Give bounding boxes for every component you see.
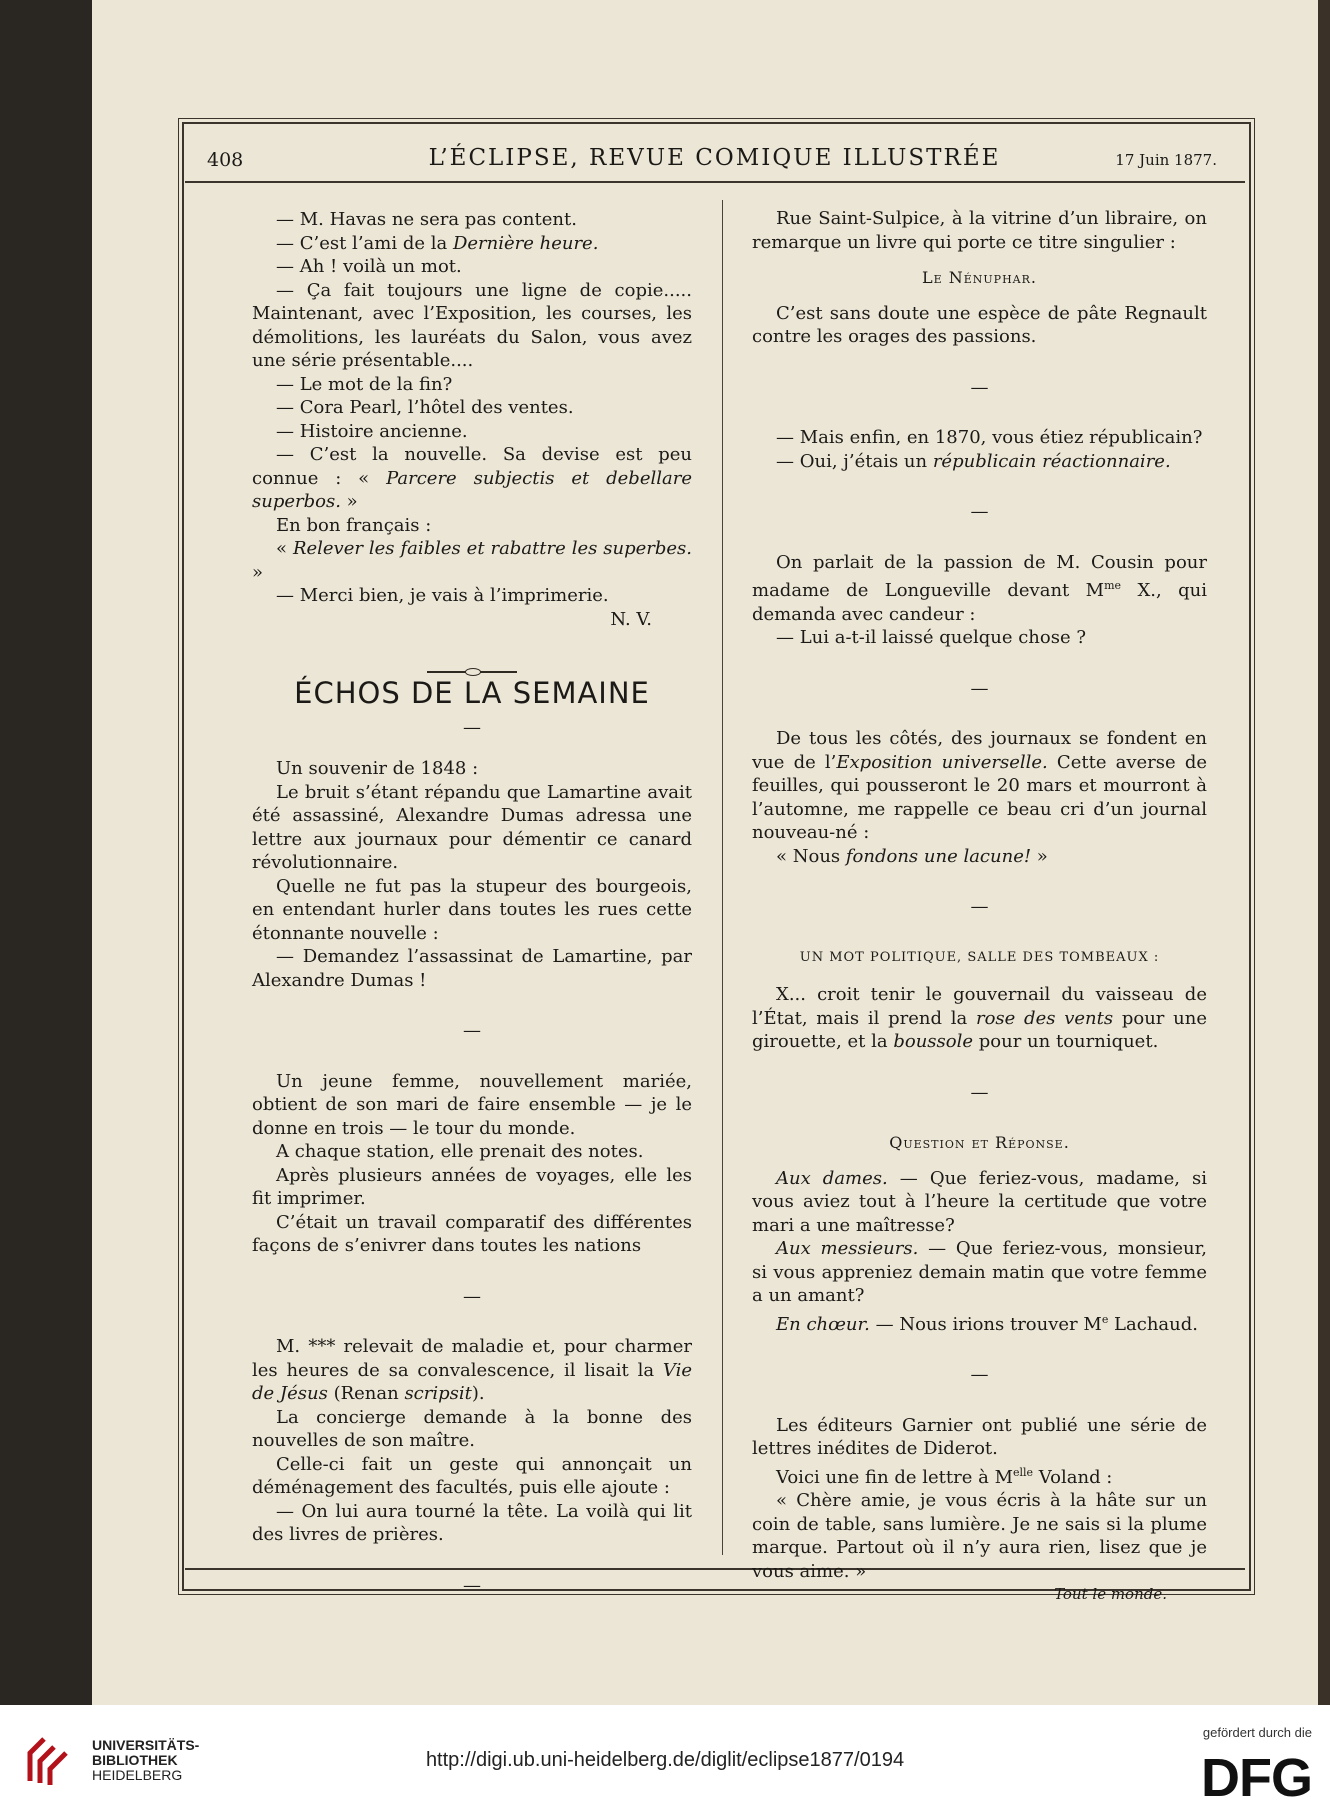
permalink-url[interactable]: http://digi.ub.uni-heidelberg.de/diglit/eclipse1877/0194 (425, 1749, 905, 1771)
paragraph: — Histoire ancienne. (276, 420, 468, 442)
paragraph: Les éditeurs Garnier ont publié une série de lettres inédites de Diderot. (752, 1414, 1207, 1459)
page-number: 408 (207, 149, 244, 171)
dash-divider: — (970, 501, 989, 522)
paragraph: Après plusieurs années de voyages, elle les fit imprimer. (252, 1164, 692, 1209)
section-title: ÉCHOS DE LA SEMAINE (294, 676, 650, 710)
right-column (752, 207, 1207, 1607)
funding-note: gefördert durch die (1202, 1725, 1312, 1740)
dash-divider: — (970, 376, 989, 398)
item-title: Le Nénuphar. (922, 268, 1037, 287)
page-edge (1318, 0, 1330, 1705)
paragraph: — Demandez l’assassinat de Lamartine, par Alexandre Dumas ! (252, 946, 692, 991)
paragraph: — Mais enfin, en 1870, vous étiez républicain? (776, 427, 1203, 448)
paragraph: De tous les côtés, des journaux se fondent en vue de l’Exposition universelle. Cette averse de feuilles, qui pousseront le 20 mars et mourront à l’automne, me rappelle ce beau cri d’un journal nouveau-né : (752, 728, 1208, 843)
dash-divider: — (970, 677, 989, 699)
paragraph: Quelle ne fut pas la stupeur des bourgeois, en entendant hurler dans toutes les rues cette étonnante nouvelle : (252, 875, 692, 944)
paragraph: Un jeune femme, nouvellement mariée, obtient de son mari de faire ensemble — je le donne en trois — le tour du monde. (252, 1070, 692, 1139)
column-divider (722, 200, 723, 1555)
paragraph: Aux messieurs. — Que feriez-vous, monsieur, si vous appreniez demain matin que votre femme a un amant? (752, 1238, 1207, 1306)
header-rule (185, 181, 1245, 183)
item-title: UN MOT POLITIQUE, SALLE DES TOMBEAUX : (799, 949, 1160, 965)
item-title: Question et Réponse. (889, 1133, 1070, 1152)
paragraph: Voici une fin de lettre à $M^{elle}$ Voland : (776, 1465, 1113, 1488)
paragraph: Celle-ci fait un geste qui annonçait un déménagement des facultés, puis elle ajoute : (252, 1453, 692, 1498)
dash-divider: — (970, 1364, 989, 1385)
paragraph: — Oui, j’étais un républicain réactionnaire. (776, 450, 1171, 472)
paragraph: En bon français : (276, 514, 432, 536)
dash-divider: — (463, 1020, 481, 1041)
paragraph: « Relever les faibles et rabattre les superbes. » (252, 538, 693, 583)
paragraph: — On lui aura tourné la tête. La voilà qui lit des livres de prières. (252, 1500, 692, 1545)
ornament-divider (252, 656, 692, 666)
paragraph: « Nous fondons une lacune! » (776, 845, 1048, 867)
library-name: UNIVERSITÄTS- BIBLIOTHEK HEIDELBERG (92, 1737, 200, 1783)
paragraph: En chœur. — Nous irions trouver Me Lachaud. (776, 1312, 1198, 1335)
issue-date: 17 Juin 1877. (1115, 151, 1217, 169)
paragraph: M. *** relevait de maladie et, pour charmer les heures de sa convalescence, il lisait la Vie de Jésus (Renan scripsit). (252, 1336, 692, 1404)
paragraph: — Ça fait toujours une ligne de copie..... Maintenant, avec l’Exposition, les courses, les démolitions, les lauréats du Salon, vous avez une série présentable.... (252, 279, 692, 371)
left-column (252, 208, 692, 1624)
paragraph: — Le mot de la fin? (276, 373, 453, 395)
paragraph: X... croit tenir le gouvernail du vaisseau de l’État, mais il prend la rose des vents pour une girouette, et la boussole pour un tourniquet. (752, 984, 1207, 1052)
signature: Tout le monde. (1054, 1585, 1167, 1603)
paragraph: Rue Saint-Sulpice, à la vitrine d’un libraire, on remarque un livre qui porte ce titre singulier : (752, 208, 1207, 253)
dash-divider: — (463, 1285, 481, 1307)
paragraph: Un souvenir de 1848 : (276, 758, 479, 779)
paragraph: — M. Havas ne sera pas content. (276, 209, 577, 230)
dash-divider: — (970, 896, 989, 917)
dfg-logo: DFG (1201, 1748, 1312, 1808)
viewer-footer (0, 1705, 1330, 1819)
paragraph: A chaque station, elle prenait des notes. (276, 1141, 644, 1162)
journal-title: L’ÉCLIPSE, REVUE COMIQUE ILLUSTRÉE (428, 145, 1001, 171)
dash-divider: — (970, 1081, 989, 1103)
signature: N. V. (610, 608, 652, 630)
dash-divider: — (463, 716, 481, 738)
paragraph: — Lui a-t-il laissé quelque chose ? (776, 627, 1086, 648)
paragraph: — Cora Pearl, l’hôtel des ventes. (276, 397, 574, 418)
paragraph: Aux dames. — Que feriez-vous, madame, si vous aviez tout à l’heure la certitude que votre mari a une maîtresse? (752, 1167, 1207, 1236)
paragraph: C’est sans doute une espèce de pâte Regnault contre les orages des passions. (752, 302, 1207, 347)
paragraph: — C’est l’ami de la Dernière heure. (276, 232, 599, 254)
paragraph: C’était un travail comparatif des différentes façons de s’enivrer dans toutes les nations (252, 1211, 692, 1256)
paragraph: La concierge demande à la bonne des nouvelles de son maître. (252, 1406, 692, 1451)
paragraph: — Ah ! voilà un mot. (276, 256, 462, 277)
paragraph: — C’est la nouvelle. Sa devise est peu connue : « Parcere subjectis et debellare superbos. » (252, 444, 692, 512)
paragraph: On parlait de la passion de M. Cousin pour madame de Longueville devant $M^{me}$ X., qui demanda avec candeur : (752, 551, 1207, 625)
dash-divider: — (463, 1574, 481, 1596)
paragraph: — Merci bien, je vais à l’imprimerie. (276, 585, 609, 606)
paragraph: Le bruit s’étant répandu que Lamartine avait été assassiné, Alexandre Dumas adressa une lettre aux journaux pour démentir ce canard révolutionnaire. (252, 781, 692, 873)
paragraph: « Chère amie, je vous écris à la hâte sur un coin de table, sans lumière. Je ne sais si la plume marque. Partout où il n’y aura rien, lisez que je vous aime. » (752, 1490, 1207, 1582)
running-header (182, 145, 1247, 183)
